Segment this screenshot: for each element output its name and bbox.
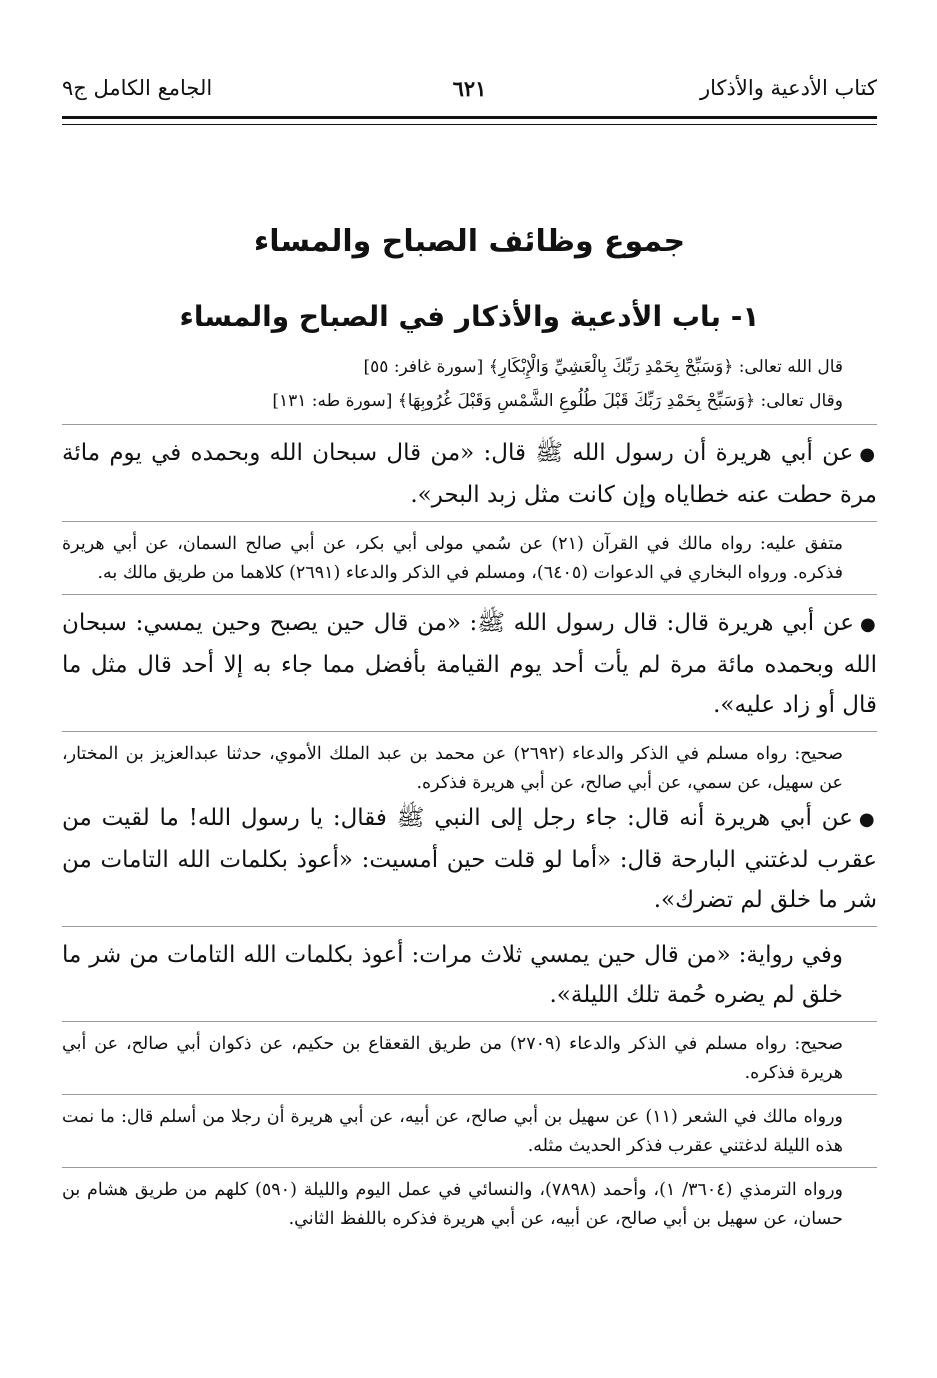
divider [62,1094,877,1095]
chapter-title: جموع وظائف الصباح والمساء [253,224,686,259]
hadith-1 [62,433,877,515]
riwaya-text: وفي رواية: «من قال حين يمسي ثلاث مرات: أعوذ بكلمات الله التامات من شر ما خلق لم يضره حُمة تلك الليلة». [62,942,843,1008]
bullet-icon: ● [859,444,877,465]
section-title: ١- باب الأدعية والأذكار في الصباح والمساء [179,300,760,333]
divider [62,731,877,732]
takhrij-note-4: ورواه مالك في الشعر (١١) عن سهيل بن أبي صالح، عن أبيه، عن أبي هريرة أن رجلا من أسلم قال: ما نمت هذه الليلة لدغتني عقرب فذكر الحديث مثله. [62,1107,843,1156]
takhrij-note-1: متفق عليه: رواه مالك في القرآن (٢١) عن سُمي مولى أبي بكر، عن أبي صالح السمان، عن أبي هريرة فذكره. ورواه البخاري في الدعوات (٦٤٠٥)، ومسلم في الذكر والدعاء (٢٦٩١) كلاهما من طريق مالك به. [62,534,843,583]
book-volume-title: الجامع الكامل ج٩ [62,76,213,100]
divider [62,926,877,927]
divider [62,521,877,522]
takhrij-note-2: صحيح: رواه مسلم في الذكر والدعاء (٢٦٩٢) عن محمد بن عبد الملك الأموي، حدثنا عبدالعزيز بن المختار، عن سهيل، عن سمي، عن أبي صالح، عن أبي هريرة فذكره. [62,744,843,793]
divider [62,1167,877,1168]
hadith-2 [62,603,877,725]
takhrij-note-5: ورواه الترمذي (٣٦٠٤/ ١)، وأحمد (٧٨٩٨)، والنسائي في عمل اليوم والليلة (٥٩٠) كلهم من طريق هشام بن حسان، عن سهيل بن أبي صالح، عن أبيه، عن أبي هريرة فذكره باللفظ الثاني. [62,1180,843,1229]
book-page [62,0,877,1378]
book-section-title: كتاب الأدعية والأذكار [700,76,877,100]
quran-verse-1: قال الله تعالى: ﴿وَسَبِّحْ بِحَمْدِ رَبِّكَ بِالْعَشِيِّ وَالْإِبْكَارِ﴾ [سورة غافر: ٥٥] [363,357,843,377]
page-header [62,70,877,110]
divider [62,594,877,595]
takhrij-note-3: صحيح: رواه مسلم في الذكر والدعاء (٢٧٠٩) من طريق القعقاع بن حكيم، عن ذكوان أبي صالح، عن أبي هريرة فذكره. [62,1034,844,1083]
divider [62,1021,877,1022]
hadith-2-text: عن أبي هريرة قال: قال رسول الله ﷺ: «من قال حين يصبح وحين يمسي: سبحان الله وبحمده مائة مرة لم يأت أحد يوم القيامة بأفضل مما جاء به إلا أحد قال مثل ما قال أو زاد عليه». [62,610,877,718]
bullet-icon: ● [859,614,877,635]
hadith-3-text: عن أبي هريرة أنه قال: جاء رجل إلى النبي ﷺ فقال: يا رسول الله! ما لقيت من عقرب لدغتني البارحة قال: «أما لو قلت حين أمسيت: «أعوذ بكلمات الله التامات من شر ما خلق لم تضرك». [62,805,877,913]
header-rule-thin [62,124,877,125]
page-number: ٦٢١ [452,76,487,101]
hadith-3 [62,798,877,920]
header-rule-thick [62,116,877,119]
bullet-icon: ● [858,809,877,830]
quran-verse-2: وقال تعالى: ﴿وَسَبِّحْ بِحَمْدِ رَبِّكَ قَبْلَ طُلُوعِ الشَّمْسِ وَقَبْلَ غُرُوبِهَا﴾ [سورة طه: ١٣١] [272,391,843,411]
page-content [62,350,877,1234]
divider [62,424,877,425]
hadith-1-text: عن أبي هريرة أن رسول الله ﷺ قال: «من قال سبحان الله وبحمده في يوم مائة مرة حطت عنه خطاياه وإن كانت مثل زبد البحر». [62,440,877,508]
